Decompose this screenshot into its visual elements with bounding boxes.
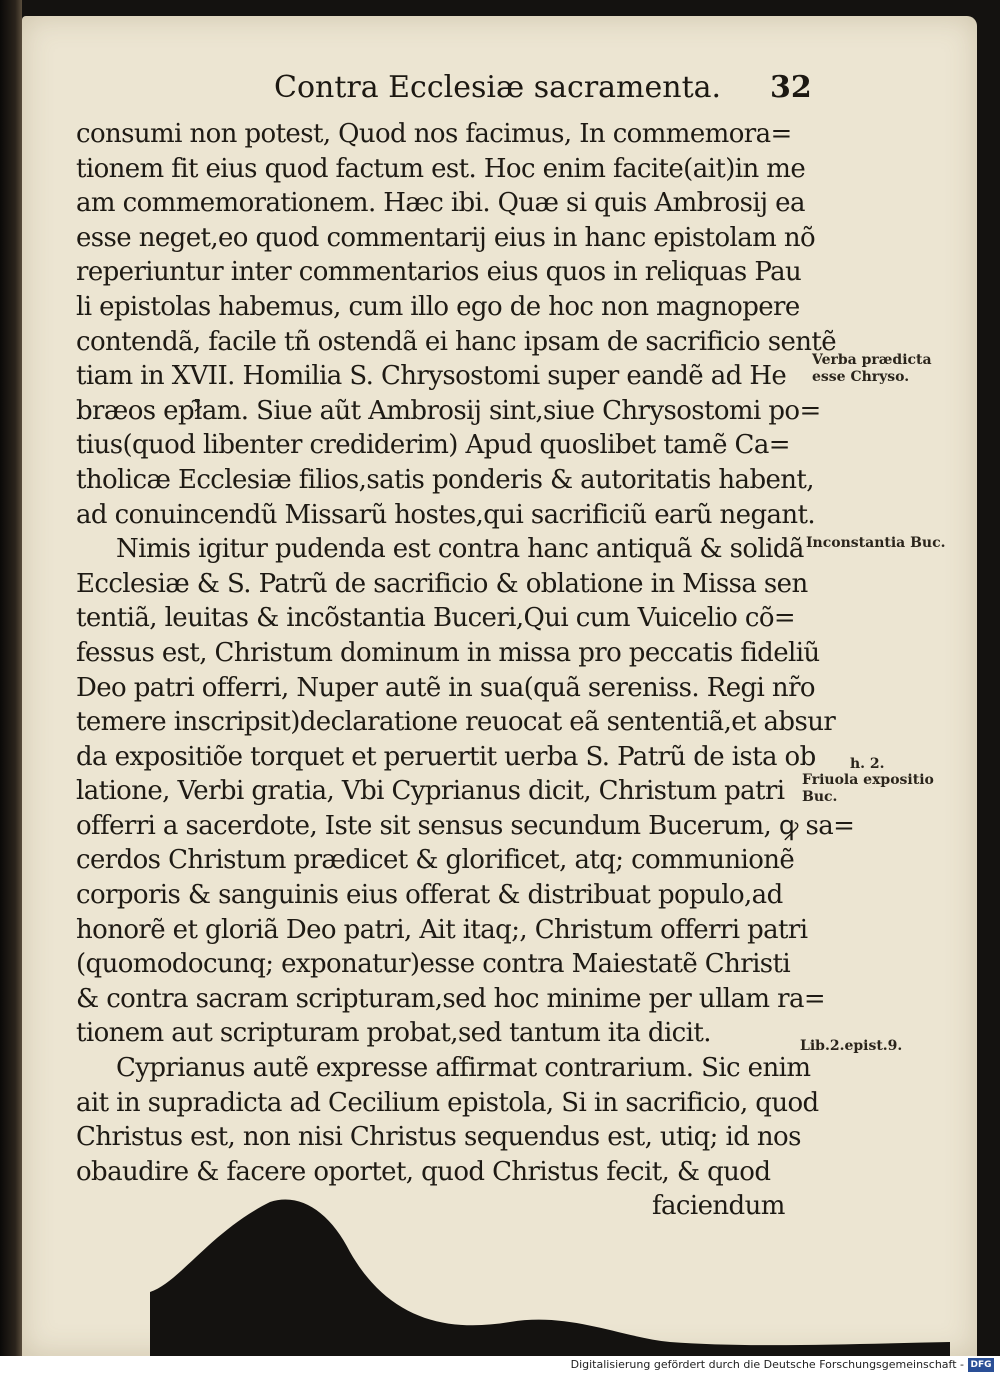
margin-note-line: esse Chryso. (812, 369, 910, 385)
text-line: obaudire & facere oportet, quod Christus fecit, & quod (76, 1156, 771, 1187)
margin-note-inconstantia: Inconstantia Buc. (806, 535, 946, 551)
text-line: da expositiõe torquet et peruertit uerba S. Patrũ de ista ob (76, 741, 816, 772)
folio-number: 32 (770, 70, 812, 105)
text-line: Ecclesiæ & S. Patrũ de sacrificio & oblatione in Missa sen (76, 568, 808, 599)
text-line: (quomodocunq; exponatur)esse contra Maiestatẽ Christi (76, 949, 791, 980)
text-line: consumi non potest, Quod nos facimus, In commemora= (76, 119, 792, 149)
text-line: li epistolas habemus, cum illo ego de hoc non magnopere (76, 291, 800, 322)
dfg-logo: DFG (968, 1358, 994, 1372)
text-line: cerdos Christum prædicet & glorificet, atq; communionẽ (76, 845, 795, 876)
text-line: offerri a sacerdote, Iste sit sensus secundum Bucerum, ꝙ sa= (76, 810, 855, 841)
text-line: tiam in XVII. Homilia S. Chrysostomi super eandẽ ad He (76, 361, 787, 392)
margin-note-verba (812, 352, 932, 386)
text-line: & contra sacram scripturam,sed hoc minime per ullam ra= (76, 983, 826, 1014)
text-line: tentiã, leuitas & incõstantia Buceri,Qui cum Vuicelio cõ= (76, 603, 796, 634)
text-line: contendã, facile tñ ostendã ei hanc ipsam de sacrificio sentẽ (76, 326, 837, 357)
running-header (0, 70, 1000, 116)
catchword: faciendum (652, 1191, 785, 1222)
margin-note-friuola (802, 772, 934, 806)
text-line: esse neget,eo quod commentarij eius in hanc epistolam nõ (76, 222, 816, 253)
text-line: Cyprianus autẽ expresse affirmat contrarium. Sic enim (116, 1053, 811, 1084)
text-line: ad conuincendũ Missarũ hostes,qui sacrificiũ earũ negant. (76, 499, 816, 530)
text-line: bræos epł̃am. Siue aũt Ambrosij sint,siue Chrysostomi po= (76, 395, 821, 426)
text-line: reperiuntur inter commentarios eius quos in reliquas Pau (76, 257, 802, 288)
book-spine (0, 0, 22, 1356)
text-line: am commemorationem. Hæc ibi. Quæ si quis Ambrosij ea (76, 188, 805, 219)
text-line: tionem fit eius quod factum est. Hoc enim facite(ait)in me (76, 153, 806, 184)
margin-note-line: Friuola expositio (802, 772, 934, 788)
text-line: fessus est, Christum dominum in missa pro peccatis fideliũ (76, 637, 820, 668)
text-line: Deo patri offerri, Nuper autẽ in sua(quã sereniss. Regi nr̃o (76, 672, 815, 703)
text-line: tius(quod libenter crediderim) Apud quoslibet tamẽ Ca= (76, 430, 790, 461)
running-title: Contra Ecclesiæ sacramenta. (274, 70, 722, 105)
funding-credit: Digitalisierung gefördert durch die Deutsche Forschungsgemeinschaft - (570, 1358, 964, 1371)
text-line: Nimis igitur pudenda est contra hanc antiquã & solidã (116, 534, 804, 565)
text-line: corporis & sanguinis eius offerat & distribuat populo,ad (76, 880, 783, 911)
text-line: Christus est, non nisi Christus sequendus est, utiq; id nos (76, 1122, 801, 1153)
text-line: honorẽ et gloriã Deo patri, Ait itaq;, Christum offerri patri (76, 914, 808, 945)
margin-note-reference: Lib.2.epist.9. (800, 1038, 903, 1054)
text-line: latione, Verbi gratia, Vbi Cyprianus dicit, Christum patri (76, 776, 785, 807)
margin-note-line: Verba prædicta (812, 352, 932, 368)
margin-note-line: Buc. (802, 789, 838, 805)
signature-mark: h. 2. (850, 756, 885, 772)
text-line: tionem aut scripturam probat,sed tantum ita dicit. (76, 1018, 711, 1049)
text-line: temere inscripsit)declaratione reuocat eã sententiã,et absur (76, 707, 836, 738)
text-line: ait in supradicta ad Cecilium epistola, Si in sacrificio, quod (76, 1087, 819, 1118)
text-line: tholicæ Ecclesiæ filios,satis ponderis & autoritatis habent, (76, 464, 814, 495)
digitization-footer (0, 1356, 1000, 1375)
